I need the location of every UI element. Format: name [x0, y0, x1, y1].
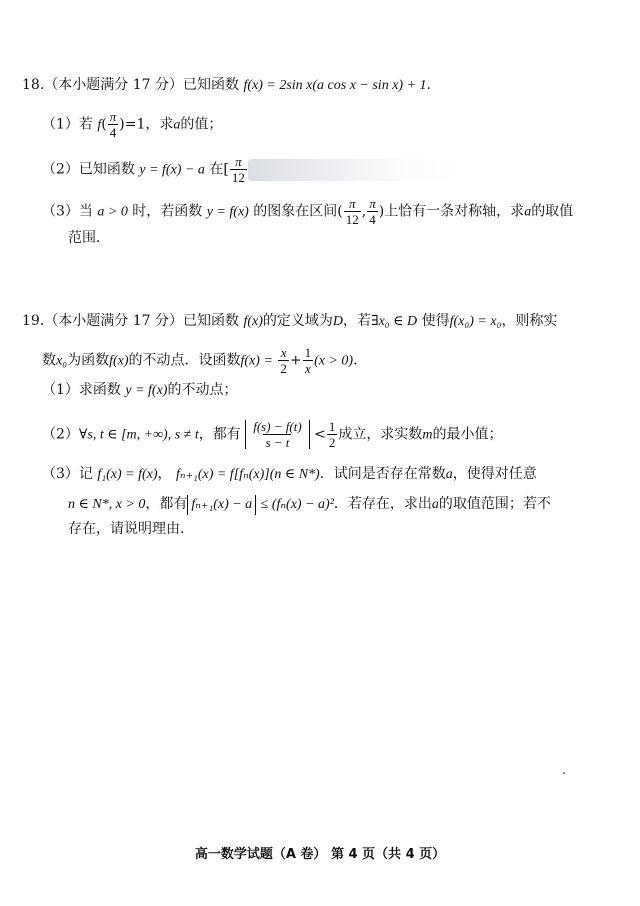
q19-p3-def1: f₁(x) = f(x) — [97, 467, 158, 482]
q19-p3-text-c: ，使得对任意 — [452, 466, 537, 482]
q19-l2-b: 为函数 — [67, 352, 110, 369]
q19-part1 — [42, 380, 237, 401]
q18-p1-frac: $\frac{\pi}{4}$ — [109, 109, 117, 140]
q19-p3-def2: fₙ₊₁(x) = f[fₙ(x)](n ∈ N*) — [176, 467, 320, 482]
q19-l1-e: ，则称实 — [501, 313, 558, 329]
q18-number: 18. — [22, 77, 45, 93]
q18-score: （本小题满分 17 分） — [44, 77, 183, 93]
q19-p1-tail: 的不动点； — [167, 382, 238, 398]
q19-p3-ineq: ≤ (fₙ(x) − a)² — [260, 497, 334, 512]
q19-p1-label: （1） — [42, 382, 79, 398]
q19-l1-a: 已知函数 — [182, 313, 239, 329]
q19-p3-text-a: 记 — [78, 466, 93, 482]
q19-p2-tail: 的最小值； — [432, 426, 503, 443]
q18-p3-label: （3） — [42, 203, 79, 220]
q19-p3-text-b: ．试问是否存在常数 — [319, 466, 446, 482]
q19-x0: x₀ — [56, 353, 68, 369]
q19-part3: （3）记 f₁(x) = f(x)， fₙ₊₁(x) = f[fₙ(x)](n ∈ N*)．试问是否存在常数a，使得对任意 — [42, 466, 537, 482]
q18-end: . — [426, 77, 431, 93]
q19-l2-c: 的不动点．设函数 — [128, 352, 241, 369]
q19-part2: （2）∀s, t ∈ [m, +∞), s ≠ t，都有 $\frac{f(s) - f(t)}{s - t}$ < $\frac{1}{2}$ 成立，求实数m的最小值； — [42, 419, 503, 450]
q18-p3-frac2: $\frac{\pi}{4}$ — [369, 196, 376, 227]
q19-p3-l2-b: ．若存在，求出 — [333, 496, 432, 512]
q18-p1-eq: =1，求 — [124, 116, 174, 133]
q19-p3-l2-c: 的取值范围；若不 — [438, 496, 551, 512]
q19-p3-label: （3） — [42, 466, 79, 482]
stray-dot — [563, 772, 565, 774]
q18-p3-text-a: 当 — [78, 203, 93, 220]
q19-part3-line3: 存在，请说明理由. — [68, 521, 185, 537]
q18-p1-tail: 的值； — [180, 116, 223, 133]
q19-frac-1x: $\frac{1}{x}$ — [304, 345, 312, 376]
q19-l1-c: ，若 — [343, 313, 371, 329]
q18-p3-expr: y = f(x) — [206, 204, 249, 220]
q18-p3-text-b: 时，若函数 — [132, 203, 203, 220]
q19-l2-a: 数 — [42, 352, 56, 369]
q18-p3-text-c: 的图象在区间 — [253, 203, 338, 220]
q19-line2: 数x₀为函数f(x)的不动点．设函数f(x) = $\frac{x}{2}$ + $\frac{1}{x}$ (x > 0). — [42, 345, 358, 376]
q18-p2-frac: $\frac{\pi}{12}$ — [231, 154, 245, 185]
q19-number: 19. — [22, 313, 45, 329]
q18-part1: （1）若 f( $\frac{\pi}{4}$ )=1，求a的值； — [42, 109, 223, 140]
q19-part3-line2: n ∈ N*, x > 0，都有 fₙ₊₁(x) − a ≤ (fₙ(x) − a)²．若存在，求出a的取值范围；若不 — [68, 494, 551, 515]
q19-score: （本小题满分 17 分） — [44, 313, 183, 329]
q19-fx: f(x) — [243, 314, 263, 329]
q19-fx-2: f(x) — [109, 353, 129, 369]
page-footer: 高一数学试题（A 卷） 第 4 页（共 4 页） — [194, 847, 446, 862]
q19-p2-abs: $\frac{f(s) - f(t)}{s - t}$ — [245, 420, 309, 449]
q19-exists: ∃x₀ ∈ D — [371, 314, 418, 329]
q18-p2-label: （2） — [42, 161, 79, 178]
q18-p3-frac1: $\frac{\pi}{12}$ — [345, 196, 359, 227]
q18-p2-text: 已知函数 — [78, 161, 135, 178]
q18-p3-cond: a > 0 — [97, 204, 128, 220]
q18-p3-text-d: 上恰有一条对称轴，求 — [384, 203, 525, 220]
q19-p1-text: 求函数 — [78, 382, 121, 398]
q19-p3-cond: n ∈ N*, x > 0 — [68, 497, 146, 512]
q18-p2-at: 在[ — [209, 161, 229, 178]
q19-p2-label: （2） — [42, 426, 79, 443]
q18-header — [22, 75, 431, 96]
q19-p3-abs: fₙ₊₁(x) − a — [187, 495, 256, 515]
q19-line1 — [22, 311, 557, 332]
q19-l1-d: 使得 — [421, 313, 450, 329]
q19-cond: (x > 0) — [314, 353, 354, 369]
q19-p1-expr: y = f(x) — [125, 383, 168, 398]
q18-part3: （3）当 a > 0 时，若函数 y = f(x) 的图象在区间( $\frac{\pi}{12}$ , $\frac{\pi}{4}$ )上恰有一条对称轴，求a的取值 — [42, 196, 574, 227]
q19-l1-b: 的定义域为 — [262, 313, 333, 329]
q18-part3-cont: 范围. — [68, 230, 101, 246]
q18-p2-expr: y = f(x) − a — [139, 162, 205, 178]
q19-p2-forall: ∀s, t ∈ [m, +∞), s ≠ t — [78, 427, 199, 443]
q18-part2 — [42, 155, 458, 184]
q19-p2-half: $\frac{1}{2}$ — [328, 419, 336, 450]
q18-lead: 已知函数 — [182, 77, 239, 93]
q19-p3-l2-a: ，都有 — [145, 496, 188, 512]
q19-domain: D — [332, 314, 343, 329]
q19-p2-text-b: 成立，求实数 — [338, 426, 423, 443]
q18-p1-text: 若 — [78, 116, 93, 133]
q19-l2-fx: f(x) = — [240, 353, 273, 369]
q18-p3-text-e: 的取值 — [531, 203, 574, 220]
q18-function: f(x) = 2sin x(a cos x − sin x) + 1 — [243, 78, 427, 93]
q19-frac-x2: $\frac{x}{2}$ — [280, 345, 287, 376]
redacted-blur — [248, 159, 458, 181]
q18-p1-label: （1） — [42, 116, 79, 133]
q19-fixed-eq: f(x₀) = x₀ — [449, 314, 502, 329]
q19-p2-text-a: ，都有 — [198, 426, 241, 443]
